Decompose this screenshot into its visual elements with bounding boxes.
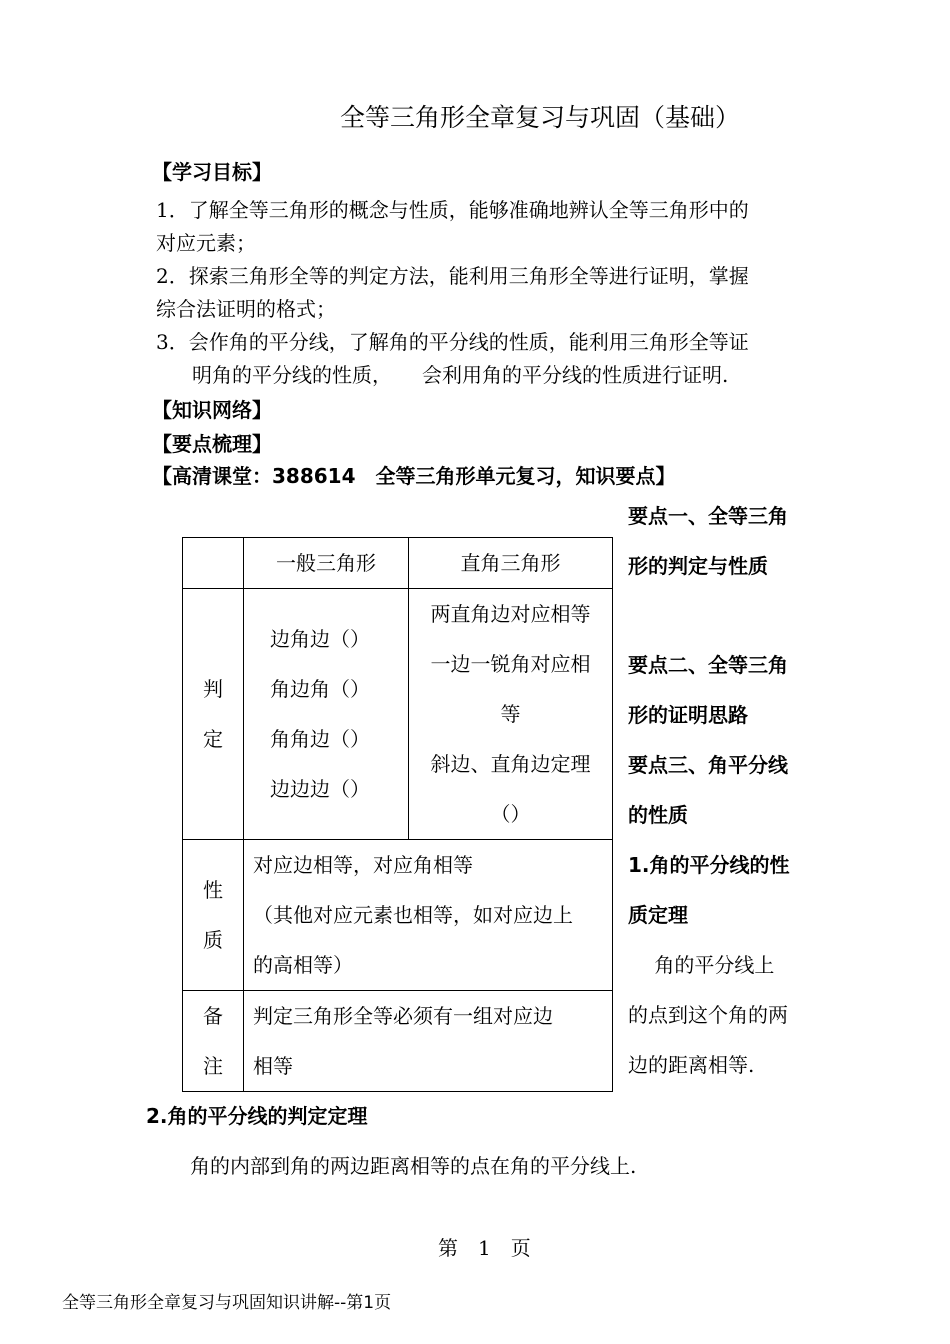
judge-sss: 边边边（） [270,777,370,801]
side-theorem-1-text-2: 的点到这个角的两 [628,1003,788,1027]
judge-right-3: 等 [500,702,521,726]
side-point-1-line-1: 要点一、全等三角 [628,504,788,528]
judge-right-4: 斜边、直角边定理 [430,752,591,776]
judge-right-cell [409,589,613,840]
judge-label [183,589,244,840]
judge-right-1: 两直角边对应相等 [430,602,591,626]
side-theorem-1-line-1: 1.角的平分线的性 [628,853,790,877]
property-label-1: 性 [203,878,223,902]
points-heading: 【要点梳理】 [152,432,272,456]
table-header-general: 一般三角形 [244,538,409,589]
judge-aas: 角角边（） [270,727,370,751]
theorem-2-heading: 2.角的平分线的判定定理 [146,1104,368,1128]
property-line-3: 的高相等） [253,953,353,977]
objective-1-line-1: 1．了解全等三角形的概念与性质，能够准确地辨认全等三角形中的 [156,198,749,222]
objective-3-line-2: 明角的平分线的性质， 会利用角的平分线的性质进行证明. [192,363,729,387]
objective-2-line-1: 2．探索三角形全等的判定方法，能利用三角形全等进行证明，掌握 [156,264,749,288]
note-line-2: 相等 [253,1054,293,1078]
table-header-blank [183,538,244,589]
side-point-1 [628,491,788,591]
judge-label-2: 定 [203,727,223,751]
side-point-3-line-2: 的性质 [628,803,688,827]
side-theorem-1-text-3: 边的距离相等. [628,1053,755,1077]
note-label-1: 备 [203,1004,223,1028]
judge-asa: 角边角（） [270,677,370,701]
property-line-2: （其他对应元素也相等，如对应边上 [253,903,573,927]
network-heading: 【知识网络】 [152,398,272,422]
note-line-1: 判定三角形全等必须有一组对应边 [253,1004,553,1028]
judge-label-1: 判 [203,677,223,701]
property-line-1: 对应边相等，对应角相等 [253,853,473,877]
objective-1-line-2: 对应元素； [156,231,256,255]
side-point-2 [628,640,788,740]
side-point-2-line-2: 形的证明思路 [628,703,748,727]
table-header-right: 直角三角形 [409,538,613,589]
page-title: 全等三角形全章复习与巩固（基础） [340,103,741,132]
side-point-2-line-1: 要点二、全等三角 [628,653,788,677]
judge-general-cell [244,589,409,840]
side-theorem-1-line-2: 质定理 [628,903,688,927]
note-label [183,991,244,1092]
objective-2-line-2: 综合法证明的格式； [156,297,336,321]
congruence-table [182,537,613,1092]
document-footer: 全等三角形全章复习与巩固知识讲解--第1页 [62,1293,392,1313]
objective-2 [156,260,749,326]
judge-sas: 边角边（） [270,627,370,651]
property-label-2: 质 [203,928,223,952]
judge-right-2: 一边一锐角对应相 [430,652,591,676]
class-heading: 【高清课堂：388614 全等三角形单元复习，知识要点】 [152,464,676,488]
page-number: 第 1 页 [438,1236,531,1260]
theorem-2-text: 角的内部到角的两边距离相等的点在角的平分线上. [190,1154,637,1178]
note-label-2: 注 [203,1054,223,1078]
side-point-3-line-1: 要点三、角平分线 [628,753,788,777]
side-point-1-line-2: 形的判定与性质 [628,554,768,578]
side-point-3 [628,740,788,840]
objectives-heading: 【学习目标】 [152,160,272,184]
side-theorem-1 [628,840,790,940]
objective-1 [156,194,749,260]
side-theorem-1-text-1: 角的平分线上 [628,953,775,977]
property-cell [244,840,613,991]
side-theorem-1-text [628,940,788,1090]
property-label [183,840,244,991]
note-cell [244,991,613,1092]
objective-3-line-1: 3．会作角的平分线，了解角的平分线的性质，能利用三角形全等证 [156,330,749,354]
objective-3 [156,326,749,392]
judge-right-5: （） [490,802,531,826]
